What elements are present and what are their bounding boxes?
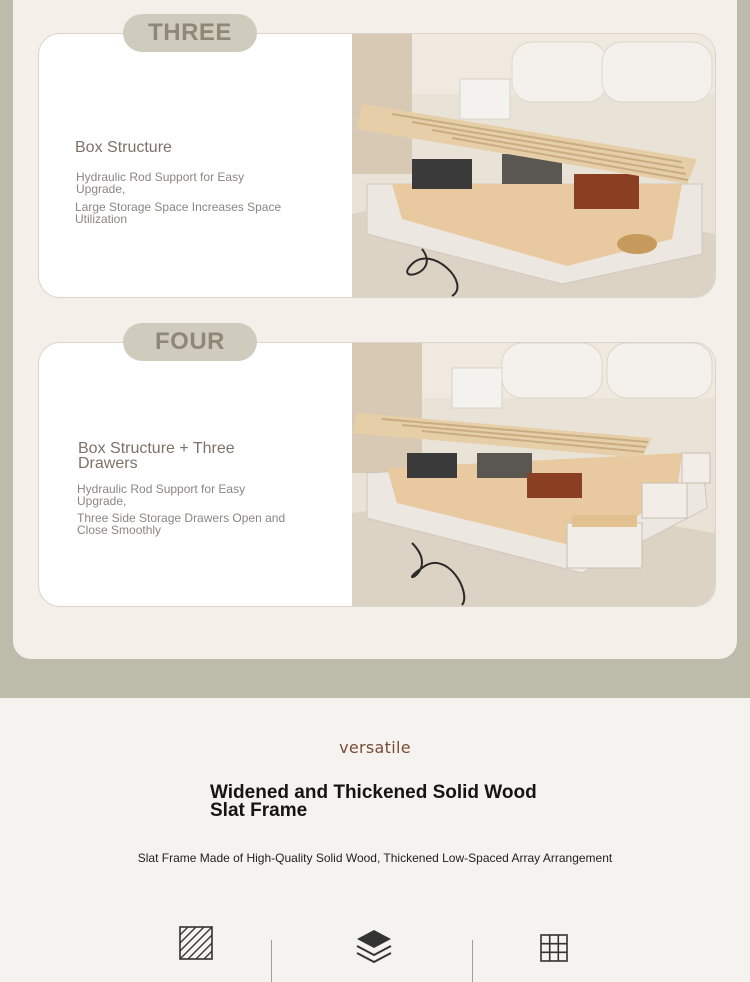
card-feature: Large Storage Space Increases Space Utilization xyxy=(75,200,282,226)
feature-card-three xyxy=(38,33,716,298)
hatched-square-icon xyxy=(179,926,213,960)
section-eyebrow: versatile xyxy=(339,738,411,757)
divider xyxy=(271,940,272,982)
feature-card-four xyxy=(38,342,716,607)
bed-storage-photo xyxy=(352,34,715,297)
card-title: Box Structure + Three Drawers xyxy=(78,440,235,472)
step-badge-three: THREE xyxy=(123,14,257,52)
card-feature: Hydraulic Rod Support for Easy Upgrade, xyxy=(77,482,246,508)
divider xyxy=(472,940,473,982)
card-title: Box Structure xyxy=(75,139,172,156)
grid-icon xyxy=(540,934,568,962)
card-feature: Three Side Storage Drawers Open and Close Smoothly xyxy=(77,511,286,537)
step-badge-four: FOUR xyxy=(123,323,257,361)
card-feature: Hydraulic Rod Support for Easy Upgrade, xyxy=(76,170,245,196)
section-subheading: Slat Frame Made of High-Quality Solid Wood, Thickened Low-Spaced Array Arrangement xyxy=(137,851,613,865)
bed-drawers-photo xyxy=(352,343,715,606)
layers-icon xyxy=(355,928,393,964)
section-heading: Widened and Thickened Solid Wood Slat Frame xyxy=(210,782,537,821)
